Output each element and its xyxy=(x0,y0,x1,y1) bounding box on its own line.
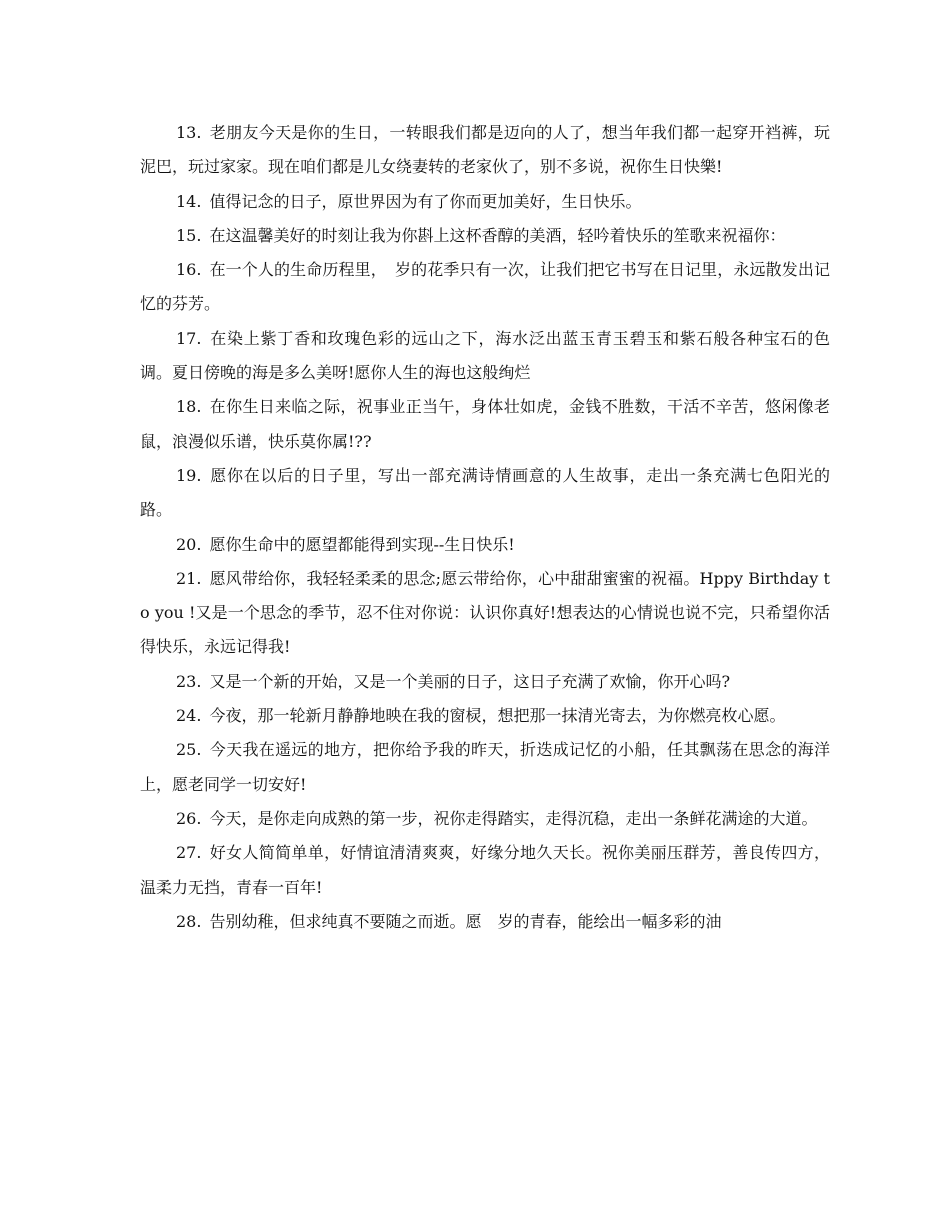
item-number: 27. xyxy=(176,843,202,863)
list-item xyxy=(140,185,830,219)
item-text: 愿你生命中的愿望都能得到实现--生日快乐! xyxy=(209,534,515,554)
item-text: 老朋友今天是你的生日，一转眼我们都是迈向的人了，想当年我们都一起穿开裆裤，玩泥巴，玩过家家。现在咱们都是儿女绕妻转的老家伙了，别不多说，祝你生日快樂! xyxy=(140,123,830,177)
list-item xyxy=(140,253,830,322)
item-text: 好女人简简单单，好情谊清清爽爽，好缘分地久天长。祝你美丽压群芳，善良传四方，温柔力无挡，青春一百年! xyxy=(140,843,830,897)
list-item xyxy=(140,836,830,905)
item-number: 15. xyxy=(176,225,202,245)
list-item xyxy=(140,905,830,939)
list-item xyxy=(140,699,830,733)
item-text: 又是一个新的开始，又是一个美丽的日子，这日子充满了欢愉，你开心吗? xyxy=(209,671,731,691)
item-text: 在一个人的生命历程里， 岁的花季只有一次，让我们把它书写在日记里，永远散发出记忆的芬芳。 xyxy=(140,260,830,314)
item-number: 14. xyxy=(176,191,202,211)
item-number: 28. xyxy=(176,911,202,931)
list-item xyxy=(140,322,830,391)
item-number: 19. xyxy=(176,465,202,485)
item-text: 在这温馨美好的时刻让我为你斟上这杯香醇的美酒，轻吟着快乐的笙歌来祝福你： xyxy=(209,225,786,245)
item-text: 在你生日来临之际，祝事业正当午，身体壮如虎，金钱不胜数，干活不辛苦，悠闲像老鼠，浪漫似乐谱，快乐莫你属!?? xyxy=(140,397,830,451)
item-number: 25. xyxy=(176,740,202,760)
item-text: 愿风带给你，我轻轻柔柔的思念;愿云带给你，心中甜甜蜜蜜的祝福。Hppy Birthday to you !又是一个思念的季节，忍不住对你说：认识你真好!想表达的心情说也说不完，只希望你活得快乐，永远记得我! xyxy=(140,568,830,657)
item-text: 告别幼稚，但求纯真不要随之而逝。愿 岁的青春，能绘出一幅多彩的油 xyxy=(209,911,722,931)
list-item xyxy=(140,802,830,836)
item-number: 20. xyxy=(176,534,202,554)
document-body xyxy=(140,116,830,939)
item-number: 17. xyxy=(176,328,202,348)
item-text: 值得记念的日子，原世界因为有了你而更加美好，生日快乐。 xyxy=(209,191,642,211)
list-item xyxy=(140,528,830,562)
item-text: 愿你在以后的日子里，写出一部充满诗情画意的人生故事，走出一条充满七色阳光的路。 xyxy=(140,465,830,520)
item-number: 21. xyxy=(176,568,202,588)
list-item xyxy=(140,562,830,665)
item-text: 在染上紫丁香和玫瑰色彩的远山之下，海水泛出蓝玉青玉碧玉和紫石般各种宝石的色调。夏日傍晚的海是多么美呀!愿你人生的海也这般绚烂 xyxy=(140,328,830,383)
item-number: 16. xyxy=(176,260,202,280)
item-number: 26. xyxy=(176,808,202,828)
list-item xyxy=(140,733,830,802)
list-item xyxy=(140,459,830,528)
list-item xyxy=(140,390,830,459)
item-number: 24. xyxy=(176,706,202,726)
item-number: 13. xyxy=(176,123,202,142)
item-number: 18. xyxy=(176,397,202,417)
item-text: 今夜，那一轮新月静静地映在我的窗棂，想把那一抹清光寄去，为你燃亮枚心愿。 xyxy=(209,706,786,726)
list-item xyxy=(140,665,830,699)
list-item xyxy=(140,219,830,253)
item-number: 23. xyxy=(176,671,202,691)
list-item xyxy=(140,116,830,185)
item-text: 今天我在遥远的地方，把你给予我的昨天，折迭成记忆的小船，任其飘荡在思念的海洋上，愿老同学一切安好! xyxy=(140,740,830,794)
item-text: 今天，是你走向成熟的第一步，祝你走得踏实，走得沉稳，走出一条鲜花满途的大道。 xyxy=(209,808,818,828)
